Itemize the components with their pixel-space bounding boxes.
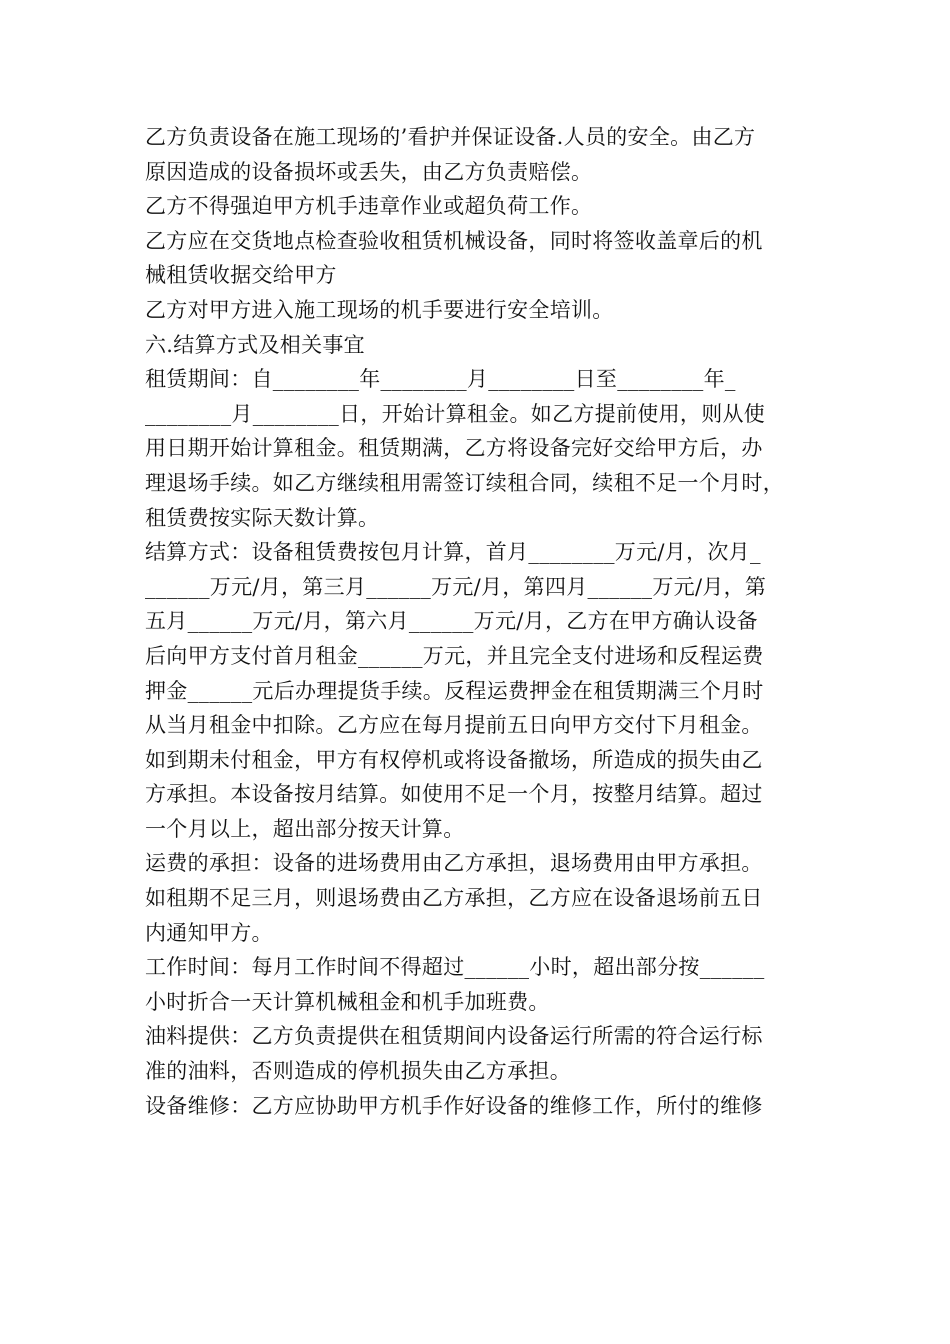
- text-line: 从当月租金中扣除。乙方应在每月提前五日向甲方交付下月租金。: [145, 713, 763, 738]
- text-line: 用日期开始计算租金。租赁期满，乙方将设备完好交给甲方后，办: [145, 436, 763, 461]
- text-line: 押金______元后办理提货手续。反程运费押金在租赁期满三个月时: [145, 678, 764, 703]
- text-line: 小时折合一天计算机械租金和机手加班费。: [145, 989, 550, 1014]
- text-line: 准的油料，否则造成的停机损失由乙方承担。: [145, 1059, 571, 1084]
- text-line: 乙方负责设备在施工现场的’看护并保证设备.人员的安全。由乙方: [145, 125, 756, 149]
- text-line: 理退场手续。如乙方继续租用需签订续租合同，续租不足一个月时，: [145, 470, 784, 495]
- text-line: 如租期不足三月，则退场费由乙方承担，乙方应在设备退场前五日: [145, 886, 763, 911]
- text-line: ______万元/月，第三月______万元/月，第四月______万元/月，第: [145, 574, 767, 599]
- text-line: 油料提供：乙方负责提供在租赁期间内设备运行所需的符合运行标: [145, 1024, 763, 1049]
- text-line: 如到期未付租金，甲方有权停机或将设备撤场，所造成的损失由乙: [145, 747, 763, 772]
- document-body: [145, 120, 825, 1123]
- text-line: 五月______万元/月，第六月______万元/月，乙方在甲方确认设备: [145, 609, 758, 634]
- text-line: 内通知甲方。: [145, 920, 273, 945]
- text-line: 运费的承担：设备的进场费用由乙方承担，退场费用由甲方承担。: [145, 851, 763, 876]
- text-line: 租赁期间：自________年________月________日至________年_: [145, 367, 736, 392]
- text-line: 乙方不得强迫甲方机手违章作业或超负荷工作。: [145, 194, 593, 219]
- text-line: 械租赁收据交给甲方: [145, 263, 337, 288]
- text-line: 工作时间：每月工作时间不得超过______小时，超出部分按______: [145, 955, 765, 980]
- text-line: 结算方式：设备租赁费按包月计算，首月________万元/月，次月_: [145, 540, 761, 565]
- text-line: 设备维修：乙方应协助甲方机手作好设备的维修工作，所付的维修: [145, 1093, 763, 1118]
- text-line: 一个月以上，超出部分按天计算。: [145, 816, 465, 841]
- text-line: 方承担。本设备按月结算。如使用不足一个月，按整月结算。超过: [145, 782, 763, 807]
- text-line: 原因造成的设备损坏或丢失，由乙方负责赔偿。: [145, 159, 593, 184]
- text-line: 乙方应在交货地点检查验收租赁机械设备，同时将签收盖章后的机: [145, 228, 763, 253]
- text-line: 租赁费按实际天数计算。: [145, 505, 380, 530]
- text-line: 后向甲方支付首月租金______万元，并且完全支付进场和反程运费: [145, 643, 764, 668]
- text-line: ________月________日，开始计算租金。如乙方提前使用，则从使: [145, 401, 766, 426]
- text-line: 乙方对甲方进入施工现场的机手要进行安全培训。: [145, 297, 614, 322]
- section-heading: 六.结算方式及相关事宜: [145, 332, 365, 357]
